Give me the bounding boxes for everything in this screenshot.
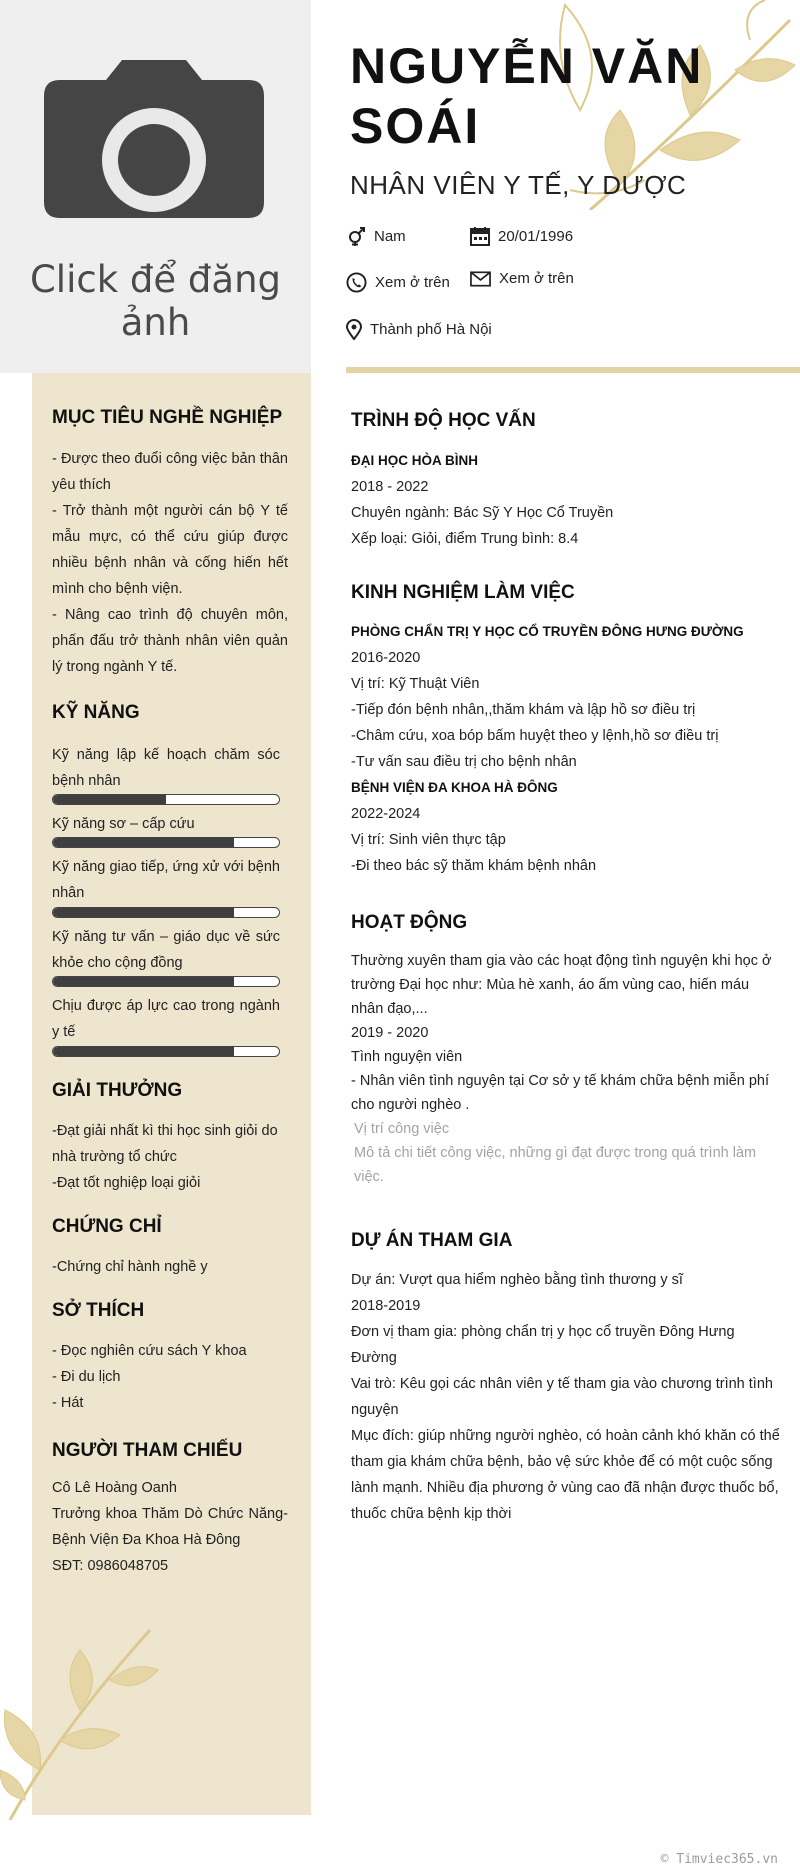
phone-value: Xem ở trên [375,274,450,291]
email-value: Xem ở trên [499,270,574,287]
education-school: ĐẠI HỌC HÒA BÌNH [351,453,478,468]
skill-label: Kỹ năng sơ – cấp cứu [52,816,195,832]
education-period: 2018 - 2022 [351,479,429,495]
birthdate-info [470,226,573,246]
email-info [470,270,574,287]
skill-bar [52,976,280,987]
hobbies-text [52,1338,288,1416]
candidate-name: NGUYỄN VĂN SOÁI [350,38,704,154]
activities-period: 2019 - 2020 [351,1025,429,1041]
reference-text [52,1475,288,1579]
experience-line: -Châm cứu, xoa bóp bấm huyệt theo y lệnh,hồ sơ điều trị [351,728,719,744]
skill-bar [52,837,280,848]
experience-role: Vị trí: Kỹ Thuật Viên [351,676,480,692]
skill-bar [52,907,280,918]
reference-name: Cô Lê Hoàng Oanh [52,1480,177,1496]
activities-intro: Thường xuyên tham gia vào các hoạt động tình nguyện khi học ở trường Đại học như: Mùa hè xanh, áo ấm vùng cao, hiến máu nhân đạo,... [351,953,772,1017]
hobbies-title: SỞ THÍCH [52,1300,145,1321]
activities-block [351,949,781,1189]
skill-bar-fill [53,795,166,804]
calendar-icon [470,226,490,246]
education-major: Chuyên ngành: Bác Sỹ Y Học Cổ Truyền [351,505,614,521]
objective-line: - Nâng cao trình độ chuyên môn, phấn đấu trở thành nhân viên quản lý trong ngành Y tế. [52,607,288,675]
experience-line: -Tiếp đón bệnh nhân,,thăm khám và lập hồ sơ điều trị [351,702,696,718]
activities-role: Tình nguyện viên [351,1049,463,1065]
hobby-line: - Hát [52,1395,84,1411]
skill-bar-fill [53,838,234,847]
awards-text [52,1118,288,1196]
objective-line: - Được theo đuổi công việc bản thân yêu thích [52,451,288,493]
experience-line: -Tư vấn sau điều trị cho bệnh nhân [351,754,577,770]
gender-info [346,226,406,246]
experience-company: BỆNH VIỆN ĐA KHOA HÀ ĐÔNG [351,780,558,795]
photo-upload[interactable] [0,0,311,373]
header-divider [346,367,800,373]
objective-line: - Trở thành một người cán bộ Y tế mẫu mực, có thể cứu giúp được nhiều bệnh nhân và cống hiến hết mình cho bệnh viện. [52,503,288,597]
projects-title: DỰ ÁN THAM GIA [351,1230,513,1251]
job-title: NHÂN VIÊN Y TẾ, Y DƯỢC [350,170,687,200]
project-role: Vai trò: Kêu gọi các nhân viên y tế tham gia vào chương trình tình nguyện [351,1376,773,1418]
gender-value: Nam [374,227,406,245]
photo-upload-label[interactable]: Click để đăng ảnh [29,258,282,344]
gender-icon [346,226,366,246]
skill-bar [52,794,280,805]
phone-icon [346,272,367,293]
experience-line: -Đi theo bác sỹ thăm khám bệnh nhân [351,858,597,874]
certificate-line: -Chứng chỉ hành nghề y [52,1259,208,1275]
project-org: Đơn vị tham gia: phòng chẩn trị y học cổ truyền Đông Hưng Đường [351,1324,735,1366]
projects-block [351,1267,781,1527]
activities-placeholder-desc[interactable]: Mô tả chi tiết công việc, những gì đạt được trong quá trình làm việc. [354,1145,757,1185]
hobby-line: - Đi du lịch [52,1369,121,1385]
project-period: 2018-2019 [351,1298,421,1314]
skill-label: Kỹ năng lập kế hoạch chăm sóc bệnh nhân [52,747,280,789]
award-line: -Đạt giải nhất kì thi học sinh giỏi do nhà trường tổ chức [52,1123,278,1165]
education-grade: Xếp loại: Giỏi, điểm Trung bình: 8.4 [351,531,579,547]
skill-bar [52,1046,280,1057]
experience-title: KINH NGHIỆM LÀM VIỆC [351,582,575,603]
awards-title: GIẢI THƯỞNG [52,1080,183,1101]
experience-block [351,619,791,879]
birthdate-value: 20/01/1996 [498,227,574,245]
experience-company: PHÒNG CHẨN TRỊ Y HỌC CỔ TRUYỀN ĐÔNG HƯNG ĐƯỜNG [351,624,744,639]
activities-title: HOẠT ĐỘNG [351,912,468,933]
address-value: Thành phố Hà Nội [370,321,492,338]
experience-role: Vị trí: Sinh viên thực tập [351,832,506,848]
reference-title: NGƯỜI THAM CHIẾU [52,1440,243,1461]
skill-label: Chịu được áp lực cao trong ngành y tế [52,998,280,1040]
watermark: © Timviec365.vn [660,1852,778,1867]
project-goal: Mục đích: giúp những người nghèo, có hoàn cảnh khó khăn có thể tham gia khám chữa bệnh, bảo vệ sức khỏe để có một cuộc sống lành mạnh. Nhiều địa phương ở vùng cao đã nhận được thuốc bổ, thuốc chữa bệnh kịp thời [351,1428,780,1522]
address-info [346,319,492,340]
hobby-line: - Đọc nghiên cứu sách Y khoa [52,1343,247,1359]
skill-bar-fill [53,977,234,986]
education-block [351,448,781,552]
phone-info [346,272,450,293]
leaf-decoration-bottom [0,1620,160,1820]
location-pin-icon [346,319,362,340]
objective-text [52,446,288,680]
skill-bar-fill [53,908,234,917]
reference-position: Trưởng khoa Thăm Dò Chức Năng- Bệnh Viện Đa Khoa Hà Đông [52,1506,288,1548]
email-icon [470,271,491,287]
certificates-title: CHỨNG CHỈ [52,1216,162,1237]
project-name: Dự án: Vượt qua hiểm nghèo bằng tình thương y sĩ [351,1272,683,1288]
skill-label: Kỹ năng tư vấn – giáo dục về sức khỏe cho cộng đồng [52,929,280,971]
education-title: TRÌNH ĐỘ HỌC VẤN [351,410,536,431]
activities-placeholder-role[interactable]: Vị trí công việc [354,1121,450,1137]
skill-label: Kỹ năng giao tiếp, ứng xử với bệnh nhân [52,859,280,901]
objective-title: MỤC TIÊU NGHỀ NGHIỆP [52,407,283,428]
experience-period: 2022-2024 [351,806,421,822]
award-line: -Đạt tốt nghiệp loại giỏi [52,1175,201,1191]
experience-period: 2016-2020 [351,650,421,666]
camera-icon [44,60,264,218]
reference-phone: SĐT: 0986048705 [52,1558,169,1574]
skill-bar-fill [53,1047,234,1056]
activities-detail: - Nhân viên tình nguyện tại Cơ sở y tế khám chữa bệnh miễn phí cho người nghèo . [351,1073,770,1113]
certificates-text [52,1254,288,1280]
skills-title: KỸ NĂNG [52,702,140,723]
